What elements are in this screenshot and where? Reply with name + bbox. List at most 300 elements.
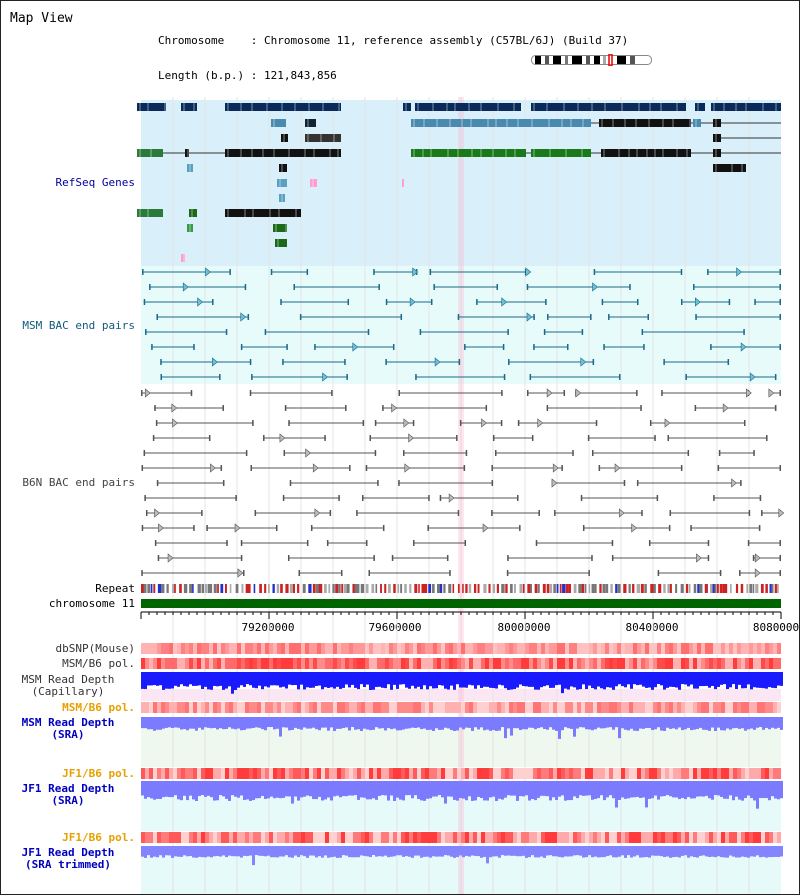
depth-bar bbox=[759, 781, 762, 798]
depth-bar bbox=[780, 672, 783, 686]
depth-bar bbox=[237, 781, 240, 798]
depth-bar bbox=[648, 781, 651, 799]
bac-end bbox=[330, 510, 332, 516]
depth-bar bbox=[504, 846, 507, 856]
bac-end bbox=[458, 510, 460, 516]
repeat-mark bbox=[497, 584, 499, 593]
depth-bar bbox=[375, 717, 378, 727]
depth-bar bbox=[486, 717, 489, 730]
depth-bar bbox=[561, 717, 564, 730]
heat-cell bbox=[177, 658, 181, 669]
depth-bar bbox=[771, 781, 774, 796]
depth-bar bbox=[420, 717, 423, 729]
depth-bar bbox=[222, 846, 225, 855]
bac-end bbox=[248, 314, 250, 320]
heat-cell bbox=[741, 658, 745, 669]
repeat-mark bbox=[599, 584, 601, 593]
depth-bar bbox=[600, 846, 603, 857]
refseq-genes-label[interactable]: RefSeq Genes bbox=[55, 176, 135, 189]
bac-end bbox=[158, 555, 160, 561]
gene-exon bbox=[225, 209, 301, 217]
depth-bar bbox=[270, 672, 273, 685]
heat-cell bbox=[229, 768, 233, 779]
bac-end bbox=[300, 314, 302, 320]
heat-cell bbox=[301, 768, 305, 779]
heat-cell bbox=[713, 768, 717, 779]
heat-cell bbox=[617, 832, 621, 843]
heat-cell bbox=[765, 768, 769, 779]
depth-bar bbox=[522, 846, 525, 856]
heat-cell bbox=[593, 768, 597, 779]
heat-cell bbox=[577, 768, 581, 779]
repeat-mark bbox=[443, 584, 445, 593]
depth-bar bbox=[504, 781, 507, 798]
bac-end bbox=[314, 344, 316, 350]
heat-cell bbox=[629, 832, 633, 843]
heat-cell bbox=[193, 768, 197, 779]
heat-cell bbox=[157, 643, 161, 654]
heat-cell bbox=[433, 832, 437, 843]
repeat-mark bbox=[448, 584, 451, 593]
heat-cell bbox=[713, 658, 717, 669]
heat-cell bbox=[505, 768, 509, 779]
heat-cell bbox=[381, 768, 385, 779]
heat-cell bbox=[769, 643, 773, 654]
depth-bar bbox=[252, 781, 255, 800]
heat-cell bbox=[477, 658, 481, 669]
depth-bar bbox=[375, 781, 378, 800]
heat-cell bbox=[345, 832, 349, 843]
depth-bar bbox=[312, 781, 315, 799]
bac-end bbox=[373, 555, 375, 561]
heat-cell bbox=[269, 702, 273, 713]
heat-cell bbox=[617, 658, 621, 669]
heat-cell bbox=[389, 702, 393, 713]
heat-cell bbox=[509, 643, 513, 654]
bac-end bbox=[250, 359, 252, 365]
depth-bar bbox=[222, 672, 225, 690]
bac-end bbox=[780, 390, 782, 396]
repeat-mark bbox=[432, 584, 435, 593]
heat-cell bbox=[701, 768, 705, 779]
depth-bar bbox=[459, 672, 462, 688]
gene-exon bbox=[305, 134, 341, 142]
repeat-mark bbox=[585, 584, 587, 593]
depth-bar bbox=[189, 846, 192, 856]
heat-cell bbox=[349, 643, 353, 654]
heat-cell bbox=[253, 702, 257, 713]
depth-bar bbox=[402, 846, 405, 857]
heat-cell bbox=[249, 702, 253, 713]
heat-cell bbox=[453, 643, 457, 654]
heat-cell bbox=[581, 702, 585, 713]
repeat-mark bbox=[210, 584, 212, 593]
heat-cell bbox=[397, 658, 401, 669]
heat-cell bbox=[625, 702, 629, 713]
heat-cell bbox=[681, 643, 685, 654]
bac-end bbox=[695, 314, 697, 320]
depth-bar bbox=[459, 846, 462, 855]
heat-cell bbox=[349, 768, 353, 779]
depth-bar bbox=[468, 672, 471, 685]
repeat-mark bbox=[761, 584, 764, 593]
depth-bar bbox=[462, 781, 465, 799]
heat-cell bbox=[297, 643, 301, 654]
heat-cell bbox=[693, 768, 697, 779]
depth-bar bbox=[198, 717, 201, 728]
heat-cell bbox=[165, 658, 169, 669]
repeat-mark bbox=[606, 584, 608, 593]
depth-bar bbox=[240, 672, 243, 685]
heat-cell bbox=[537, 658, 541, 669]
heat-cell bbox=[169, 658, 173, 669]
heat-cell bbox=[425, 768, 429, 779]
heat-cell bbox=[257, 702, 261, 713]
heat-cell bbox=[181, 768, 185, 779]
heat-cell bbox=[581, 832, 585, 843]
heat-cell bbox=[205, 832, 209, 843]
repeat-mark bbox=[644, 584, 646, 593]
heat-cell bbox=[525, 832, 529, 843]
bac-end bbox=[507, 555, 509, 561]
repeat-mark bbox=[615, 584, 617, 593]
heat-cell bbox=[561, 832, 565, 843]
depth-bar bbox=[345, 846, 348, 856]
depth-bar bbox=[672, 846, 675, 857]
depth-bar bbox=[657, 781, 660, 800]
repeat-mark bbox=[641, 584, 644, 593]
repeat-mark bbox=[388, 584, 391, 593]
heat-cell bbox=[573, 768, 577, 779]
depth-bar bbox=[255, 846, 258, 855]
heat-cell bbox=[525, 643, 529, 654]
heat-cell bbox=[173, 832, 177, 843]
bac-end bbox=[518, 420, 520, 426]
heat-cell bbox=[697, 702, 701, 713]
depth-bar bbox=[171, 717, 174, 728]
heat-cell bbox=[653, 702, 657, 713]
heat-cell bbox=[505, 832, 509, 843]
heat-cell bbox=[357, 832, 361, 843]
heat-cell bbox=[173, 768, 177, 779]
depth-bar bbox=[192, 672, 195, 686]
heat-cell bbox=[373, 832, 377, 843]
repeat-mark bbox=[346, 584, 349, 593]
heat-cell bbox=[529, 658, 533, 669]
bac-end bbox=[431, 299, 433, 305]
depth-bar bbox=[750, 781, 753, 798]
depth-bar bbox=[657, 672, 660, 684]
depth-bar bbox=[492, 781, 495, 797]
heat-cell bbox=[629, 643, 633, 654]
repeat-mark bbox=[663, 584, 665, 593]
depth-bar bbox=[420, 846, 423, 858]
depth-bar bbox=[717, 781, 720, 795]
heat-cell bbox=[173, 702, 177, 713]
heat-cell bbox=[485, 643, 489, 654]
heat-cell bbox=[557, 643, 561, 654]
depth-bar bbox=[534, 717, 537, 729]
depth-bar bbox=[408, 717, 411, 728]
heat-cell bbox=[437, 643, 441, 654]
depth-bar bbox=[693, 717, 696, 730]
heat-cell bbox=[325, 643, 329, 654]
heat-cell bbox=[749, 658, 753, 669]
heat-cell bbox=[209, 702, 213, 713]
gene-exon bbox=[189, 209, 197, 217]
depth-bar bbox=[615, 672, 618, 686]
depth-bar bbox=[378, 846, 381, 856]
depth-bar bbox=[579, 672, 582, 689]
depth-bar bbox=[312, 717, 315, 728]
depth-bar bbox=[165, 781, 168, 797]
bac-end bbox=[250, 465, 252, 471]
depth-bar bbox=[303, 846, 306, 856]
depth-bar bbox=[273, 717, 276, 729]
depth-bar bbox=[234, 781, 237, 797]
depth-bar bbox=[510, 781, 513, 796]
heat-cell bbox=[193, 643, 197, 654]
depth-bar bbox=[591, 781, 594, 800]
depth-bar bbox=[327, 846, 330, 858]
bac-end bbox=[366, 465, 368, 471]
depth-bar bbox=[372, 672, 375, 690]
heat-cell bbox=[645, 658, 649, 669]
depth-bar bbox=[696, 672, 699, 689]
repeat-mark bbox=[530, 584, 532, 593]
depth-bar bbox=[321, 846, 324, 858]
depth-bar bbox=[156, 717, 159, 730]
heat-cell bbox=[549, 658, 553, 669]
depth-bar bbox=[366, 717, 369, 730]
depth-bar bbox=[768, 672, 771, 687]
heat-cell bbox=[505, 702, 509, 713]
depth-bar bbox=[228, 781, 231, 801]
heat-cell bbox=[525, 658, 529, 669]
depth-bar bbox=[558, 846, 561, 857]
heat-cell bbox=[185, 702, 189, 713]
repeat-mark bbox=[602, 584, 605, 593]
heat-cell bbox=[549, 768, 553, 779]
repeat-mark bbox=[230, 584, 232, 593]
heat-cell bbox=[185, 658, 189, 669]
depth-bar bbox=[549, 672, 552, 688]
msm-bac-label[interactable]: MSM BAC end pairs bbox=[22, 319, 135, 332]
bac-end bbox=[369, 435, 371, 441]
heat-cell bbox=[633, 832, 637, 843]
heat-cell bbox=[717, 643, 721, 654]
heat-cell bbox=[761, 702, 765, 713]
depth-bar bbox=[360, 846, 363, 855]
repeat-mark bbox=[617, 584, 620, 593]
depth-bar bbox=[474, 781, 477, 800]
depth-bar bbox=[627, 781, 630, 798]
heat-cell bbox=[653, 768, 657, 779]
depth-bar bbox=[270, 717, 273, 727]
depth-bar bbox=[150, 717, 153, 729]
depth-bar bbox=[231, 672, 234, 694]
depth-bar bbox=[381, 781, 384, 795]
bac-end bbox=[341, 570, 343, 576]
depth-bar bbox=[660, 781, 663, 796]
bac-end bbox=[668, 435, 670, 441]
depth-bar bbox=[438, 781, 441, 795]
heat-cell bbox=[629, 658, 633, 669]
b6n-bac-label[interactable]: B6N BAC end pairs bbox=[22, 476, 135, 489]
heat-cell bbox=[677, 832, 681, 843]
heat-cell bbox=[317, 702, 321, 713]
depth-bar bbox=[561, 781, 564, 795]
heat-cell bbox=[661, 658, 665, 669]
depth-bar bbox=[396, 717, 399, 730]
heat-cell bbox=[481, 768, 485, 779]
depth-bar bbox=[474, 672, 477, 689]
depth-bar bbox=[453, 672, 456, 690]
heat-cell bbox=[669, 702, 673, 713]
heat-cell bbox=[149, 832, 153, 843]
depth-bar bbox=[690, 781, 693, 799]
depth-bar bbox=[561, 672, 564, 693]
depth-bar bbox=[567, 846, 570, 857]
bac-end bbox=[144, 450, 146, 456]
depth-bar bbox=[600, 717, 603, 728]
depth-bar bbox=[747, 672, 750, 684]
heat-cell bbox=[453, 768, 457, 779]
heat-cell bbox=[689, 832, 693, 843]
heat-cell bbox=[361, 768, 365, 779]
heat-cell bbox=[353, 832, 357, 843]
depth-bar bbox=[369, 717, 372, 730]
depth-bar bbox=[714, 781, 717, 795]
heat-cell bbox=[753, 768, 757, 779]
depth-bar bbox=[627, 717, 630, 730]
bac-end bbox=[145, 329, 147, 335]
depth-bar bbox=[702, 846, 705, 855]
heat-cell bbox=[525, 702, 529, 713]
depth-bar bbox=[774, 846, 777, 857]
heat-cell bbox=[297, 658, 301, 669]
repeat-mark bbox=[746, 584, 748, 593]
depth-bar bbox=[699, 846, 702, 856]
heat-cell bbox=[173, 658, 177, 669]
depth-bar bbox=[435, 672, 438, 688]
heat-cell bbox=[189, 658, 193, 669]
heat-cell bbox=[309, 768, 313, 779]
depth-bar bbox=[720, 781, 723, 797]
depth-bar bbox=[450, 717, 453, 730]
bac-end bbox=[206, 525, 208, 531]
depth-bar bbox=[576, 672, 579, 690]
bac-end bbox=[530, 374, 532, 380]
depth-bar bbox=[702, 672, 705, 686]
depth-bar bbox=[159, 672, 162, 685]
bac-end bbox=[464, 465, 466, 471]
bac-end bbox=[141, 390, 143, 396]
repeat-mark bbox=[483, 584, 486, 593]
depth-bar bbox=[390, 846, 393, 857]
repeat-mark bbox=[147, 584, 150, 593]
heat-cell bbox=[765, 832, 769, 843]
heat-cell bbox=[645, 643, 649, 654]
heat-cell bbox=[717, 702, 721, 713]
heat-cell bbox=[541, 832, 545, 843]
bac-end bbox=[508, 359, 510, 365]
bac-arrow bbox=[313, 464, 318, 472]
heat-cell bbox=[509, 702, 513, 713]
depth-bar bbox=[183, 672, 186, 686]
gene-exon bbox=[411, 149, 526, 157]
chromosome-bar bbox=[141, 599, 781, 608]
heat-cell bbox=[689, 658, 693, 669]
bac-arrow bbox=[306, 449, 311, 457]
bac-end bbox=[356, 510, 358, 516]
heat-cell bbox=[241, 702, 245, 713]
depth-bar bbox=[171, 781, 174, 797]
bac-end bbox=[748, 540, 750, 546]
depth-bar bbox=[732, 781, 735, 800]
depth-bar bbox=[624, 672, 627, 687]
depth-bar bbox=[615, 717, 618, 727]
heat-cell bbox=[669, 658, 673, 669]
depth-bar bbox=[300, 846, 303, 855]
depth-bar bbox=[717, 672, 720, 687]
heat-cell bbox=[561, 658, 565, 669]
depth-bar bbox=[216, 846, 219, 856]
heat-cell bbox=[309, 832, 313, 843]
depth-bar bbox=[513, 672, 516, 689]
heat-cell bbox=[169, 643, 173, 654]
depth-bar bbox=[303, 672, 306, 689]
depth-bar bbox=[768, 781, 771, 800]
genome-tracks[interactable] bbox=[1, 1, 799, 894]
depth-bar bbox=[333, 672, 336, 689]
depth-bar bbox=[255, 672, 258, 688]
heat-cell bbox=[453, 658, 457, 669]
heat-cell bbox=[565, 643, 569, 654]
depth-bar bbox=[525, 781, 528, 795]
heat-cell bbox=[489, 643, 493, 654]
heat-cell bbox=[609, 643, 613, 654]
heat-cell bbox=[721, 658, 725, 669]
bac-end bbox=[324, 435, 326, 441]
depth-bar bbox=[423, 781, 426, 801]
depth-bar bbox=[333, 717, 336, 731]
depth-bar bbox=[186, 781, 189, 800]
depth-bar bbox=[639, 717, 642, 729]
heat-cell bbox=[377, 658, 381, 669]
heat-cell bbox=[329, 702, 333, 713]
heat-cell bbox=[229, 658, 233, 669]
heat-cell bbox=[745, 768, 749, 779]
heat-cell bbox=[773, 768, 777, 779]
depth-bar bbox=[333, 846, 336, 857]
heat-cell bbox=[249, 658, 253, 669]
depth-bar bbox=[162, 846, 165, 858]
heat-cell bbox=[453, 702, 457, 713]
depth-bar bbox=[168, 846, 171, 855]
heat-cell bbox=[441, 643, 445, 654]
bac-end bbox=[368, 329, 370, 335]
depth-bar bbox=[231, 846, 234, 856]
bac-end bbox=[599, 465, 601, 471]
heat-cell bbox=[261, 832, 265, 843]
repeat-mark bbox=[316, 584, 319, 593]
heat-cell bbox=[161, 702, 165, 713]
repeat-mark bbox=[371, 584, 374, 593]
bac-end bbox=[775, 405, 777, 411]
bac-end bbox=[307, 269, 309, 275]
heat-cell bbox=[493, 768, 497, 779]
